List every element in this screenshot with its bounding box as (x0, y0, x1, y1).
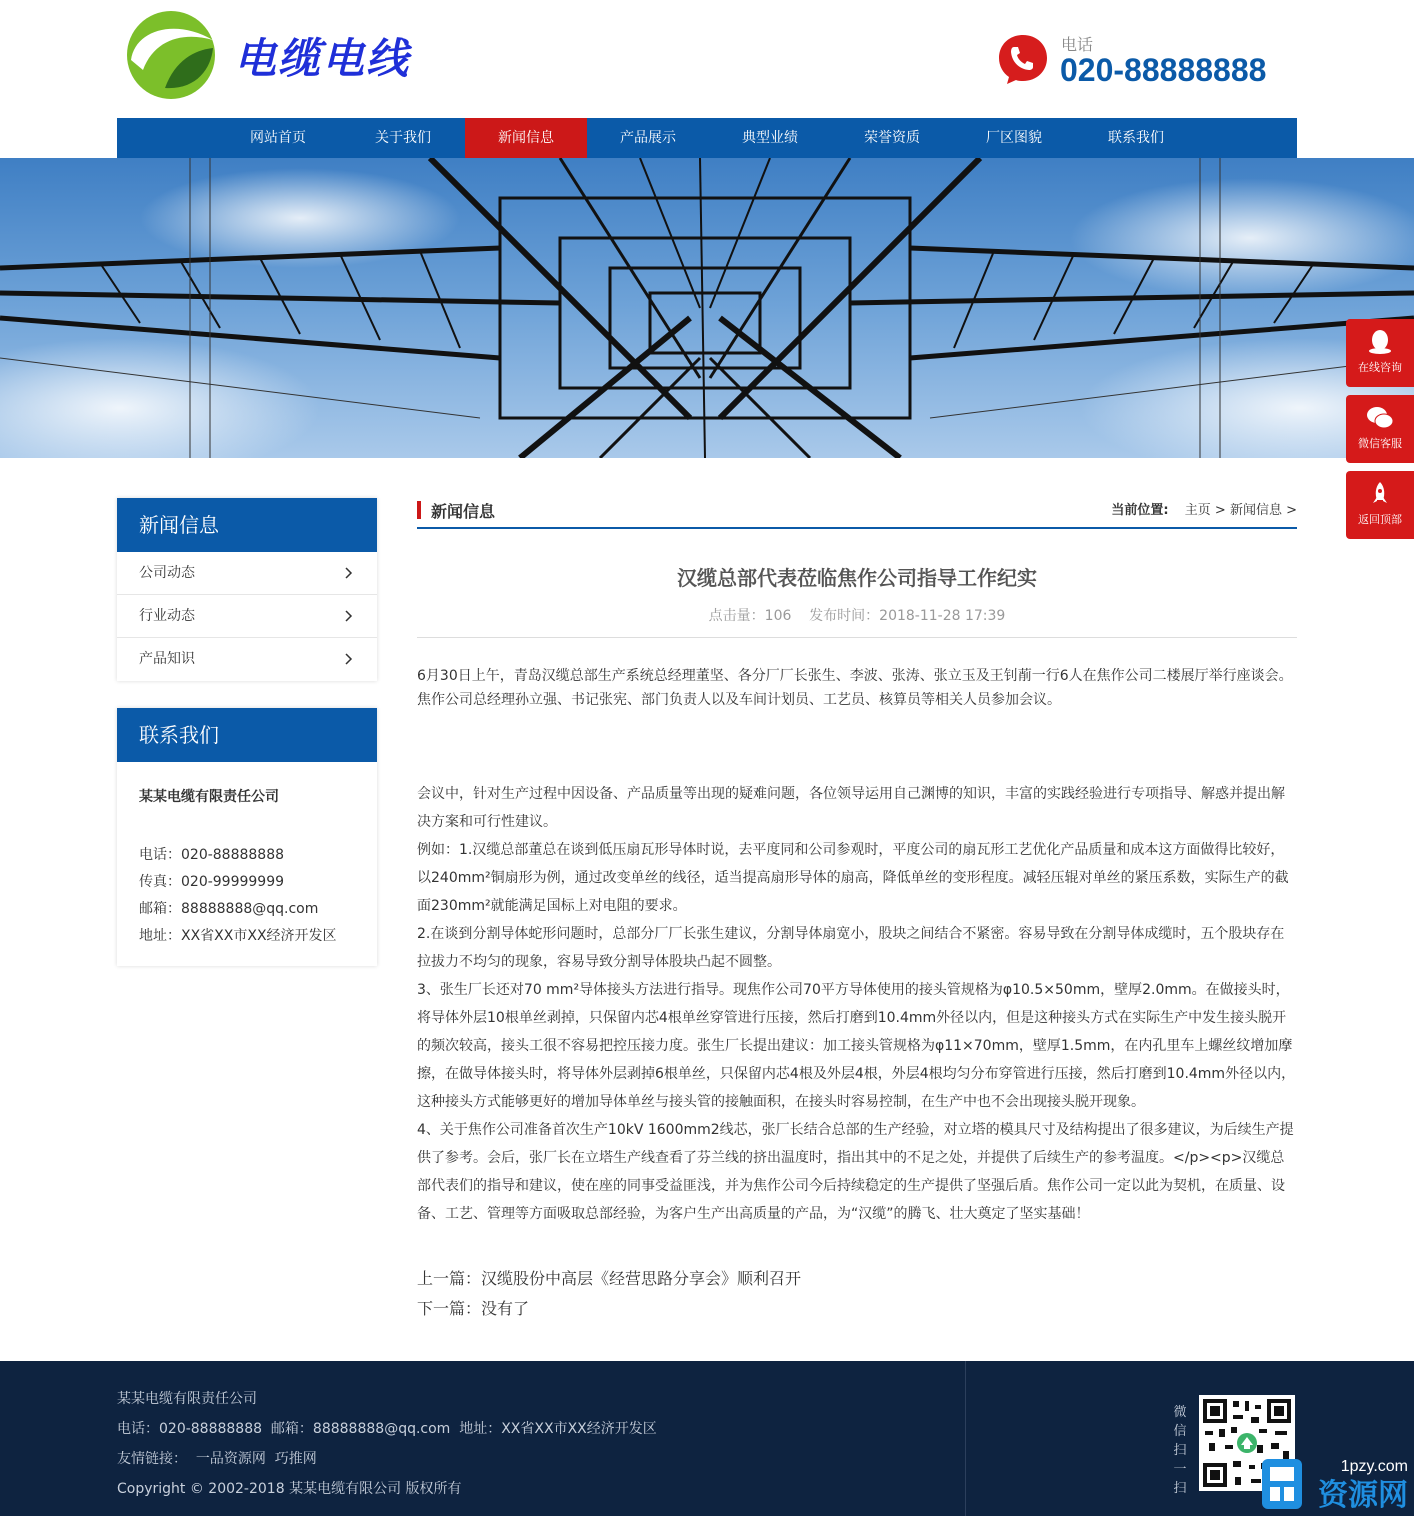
article-paragraph: 2.在谈到分割导体蛇形问题时，总部分厂厂长张生建议，分割导体扇宽小，股块之间结合不紧密。容易导致在分割导体成缆时，五个股块存在拉拔力不均匀的现象，容易导致分割导体股块凸起不圆整。 (417, 926, 1285, 970)
article-paragraph: 例如：1.汉缆总部董总在谈到低压扇瓦形导体时说，去平度同和公司参观时，平度公司的扇瓦形工艺优化产品质量和成本这方面做得比较好，以240mm²铜扇形为例，通过改变单丝的线径，适当提高扇形导体的扇高，降低单丝的变形程度。减轻压辊对单丝的紧压系数，实际生产的截面230mm²就能满足国标上对电阻的要求。 (417, 842, 1289, 914)
article-paragraph: 6月30日上午，青岛汉缆总部生产系统总经理董坚、各分厂厂长张生、李波、张涛、张立玉及王钊萷一行6人在焦作公司二楼展厅举行座谈会。焦作公司总经理孙立强、书记张宪、部门负责人以及车间计划员、工艺员、核算员等相关人员参加会议。 (417, 668, 1293, 708)
article-title: 汉缆总部代表莅临焦作公司指导工作纪实 (677, 566, 1037, 590)
watermark-domain: 1pzy.com (1340, 1458, 1408, 1475)
article-divider (417, 637, 1297, 638)
watermark-logo-icon (1262, 1451, 1412, 1513)
nav-about[interactable]: 关于我们 (375, 130, 431, 146)
chevron-right-icon (343, 653, 355, 665)
contact-title: 联系我们 (117, 708, 377, 762)
nav-factory[interactable]: 厂区图貌 (986, 130, 1042, 146)
contact-email: 邮箱：88888888@qq.com (139, 901, 319, 917)
watermark-name: 资源网 (1318, 1478, 1408, 1513)
nav-contact[interactable]: 联系我们 (1108, 130, 1164, 146)
contact-address: 地址：XX省XX市XX经济开发区 (139, 928, 337, 944)
back-to-top-button[interactable] (1346, 471, 1414, 539)
wechat-service-label: 微信客服 (1358, 437, 1402, 450)
breadcrumb-separator: > (1214, 503, 1226, 518)
nav-products[interactable]: 产品展示 (620, 130, 676, 146)
phone-label: 电话 (1061, 35, 1094, 54)
article-paragraph: 4、关于焦作公司准备首次生产10kV 1600mm2线芯，张厂长结合总部的生产经验，对立塔的模具尺寸及结构提出了很多建议，为后续生产提供了参考。会后，张厂长在立塔生产线查看了芬兰线的挤出温度时，指出其中的不足之处，并提供了后续生产的参考温度。</p><p>汉缆总部代表们的指导和建议，使在座的同事受益匪浅，并为焦作公司今后持续稳定的生产提供了坚强后盾。焦作公司一定以此为契机，在质量、设备、工艺、管理等方面吸取总部经验，为客户生产出高质量的产品，为“汉缆”的腾飞、壮大奠定了坚实基础！ (417, 1122, 1294, 1222)
nav-cases[interactable]: 典型业绩 (742, 130, 798, 146)
wechat-icon (1367, 405, 1393, 431)
prev-article-link[interactable]: 上一篇：汉缆股份中高层《经营思路分享会》顺利召开 (417, 1269, 802, 1288)
footer-links[interactable]: 友情链接： 一品资源网 巧推网 (117, 1451, 317, 1467)
sidebar-item-company-news[interactable] (117, 552, 377, 595)
site-header (117, 0, 1297, 118)
sidebar-item-label: 行业动态 (139, 608, 195, 624)
qq-penguin-icon (1367, 329, 1393, 355)
hero-banner (0, 158, 1414, 458)
sidebar-item-label: 公司动态 (139, 565, 195, 581)
logo-text[interactable]: 电缆电线 (234, 34, 411, 83)
sidebar-item-label: 产品知识 (139, 651, 195, 667)
article-body (417, 664, 1297, 1228)
main-nav (117, 118, 1297, 158)
wechat-service-button[interactable] (1346, 395, 1414, 463)
article-main (417, 498, 1297, 1318)
contact-box (117, 708, 377, 966)
power-tower-image (0, 158, 1414, 458)
chevron-right-icon (343, 567, 355, 579)
breadcrumb-separator: > (1286, 503, 1297, 518)
site-footer (0, 1361, 1414, 1516)
article-paragraph: 3、张生厂长还对70 mm²导体接头方法进行指导。现焦作公司70平方导体使用的接头管规格为φ10.5×50mm，壁厚2.0mm。在做接头时，将导体外层10根单丝剥掉，只保留内芯4根单丝穿管进行压接，然后打磨到10.4mm外径以内，但是这种接头方式在实际生产中发生接头脱开的频次较高，接头工很不容易把控压接力度。张生厂长提出建议：加工接头管规格为φ11×70mm，壁厚1.5mm，在内孔里车上螺丝纹增加摩擦，在做导体接头时，将导体外层剥掉6根单丝，只保留内芯4根及外层4根，外层4根均匀分布穿管进行压接，然后打磨到10.4mm外径以内，这种接头方式能够更好的增加导体单丝与接头管的接触面积，在接头时容易控制，在生产中也不会出现接头脱开现象。 (417, 982, 1296, 1110)
phone-number: 020-88888888 (1060, 52, 1267, 88)
footer-divider (965, 1361, 966, 1516)
nav-news[interactable]: 新闻信息 (465, 118, 587, 158)
back-to-top-label: 返回顶部 (1358, 513, 1402, 526)
leaf-logo-icon[interactable] (125, 10, 217, 100)
breadcrumb-home[interactable]: 主页 (1184, 503, 1211, 518)
rocket-icon (1367, 481, 1393, 507)
article-paragraph: 会议中，针对生产过程中因设备、产品质量等出现的疑难问题，各位领导运用自己渊博的知识，丰富的实践经验进行专项指导、解惑并提出解决方案和可行性建议。 (417, 786, 1285, 830)
online-consult-label: 在线咨询 (1358, 361, 1402, 374)
nav-honors[interactable]: 荣誉资质 (864, 130, 920, 146)
footer-company: 某某电缆有限责任公司 (117, 1391, 257, 1407)
news-category-box (117, 498, 377, 681)
contact-tel: 电话：020-88888888 (139, 847, 285, 863)
prev-next-nav (417, 1264, 801, 1324)
contact-company: 某某电缆有限责任公司 (139, 789, 279, 805)
breadcrumb-label: 当前位置: (1111, 503, 1169, 518)
footer-copyright: Copyright © 2002-2018 某某电缆有限公司 版权所有 (117, 1481, 462, 1497)
nav-home[interactable]: 网站首页 (250, 130, 306, 146)
article-meta: 点击量：106 发布时间：2018-11-28 17:39 (708, 608, 1006, 624)
online-consult-button[interactable] (1346, 319, 1414, 387)
sidebar-item-industry-news[interactable] (117, 595, 377, 638)
breadcrumb-news[interactable]: 新闻信息 (1229, 503, 1282, 518)
section-header (417, 498, 1297, 529)
section-title: 新闻信息 (431, 502, 496, 521)
wechat-scan-label: 微信扫一扫 (1173, 1405, 1187, 1496)
chevron-right-icon (343, 610, 355, 622)
breadcrumb (1111, 499, 1297, 518)
footer-contact: 电话：020-88888888 邮箱：88888888@qq.com 地址：XX省XX市XX经济开发区 (117, 1421, 657, 1437)
sidebar-item-product-knowledge[interactable] (117, 638, 377, 681)
section-accent-bar (417, 501, 421, 519)
next-article-link[interactable]: 下一篇：没有了 (417, 1299, 530, 1318)
contact-fax: 传真：020-99999999 (139, 874, 285, 890)
phone-icon (997, 33, 1049, 85)
news-category-title: 新闻信息 (117, 498, 377, 552)
